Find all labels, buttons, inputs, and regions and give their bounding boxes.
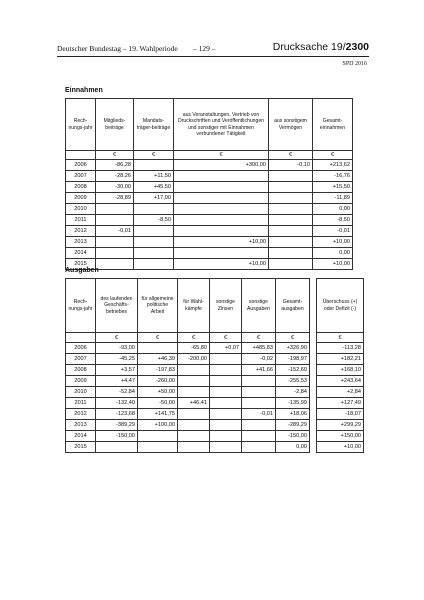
column-gap <box>310 442 317 453</box>
value-cell <box>269 226 313 237</box>
value-cell: -2,84 <box>276 387 310 398</box>
value-cell <box>96 248 134 259</box>
col-header-sonstige-zinsen: sonstige Zinsen <box>210 279 242 333</box>
table-row <box>66 248 353 259</box>
value-cell <box>269 215 313 226</box>
year-cell: 2006 <box>66 160 96 171</box>
year-cell: 2008 <box>66 365 96 376</box>
table-row <box>66 204 353 215</box>
section-title-einnahmen: Einnahmen <box>65 87 103 94</box>
value-cell <box>269 259 313 270</box>
column-gap <box>310 343 317 354</box>
value-cell: -132,40 <box>96 398 138 409</box>
value-cell: -93,00 <box>96 343 138 354</box>
col-header-politische-arbeit: für allgemeine politische Arbeit <box>138 279 178 333</box>
value-cell: +46,30 <box>138 354 178 365</box>
value-cell <box>269 237 313 248</box>
year-cell: 2007 <box>66 171 96 182</box>
year-cell: 2011 <box>66 215 96 226</box>
table-row <box>66 398 364 409</box>
value-cell <box>96 442 138 453</box>
column-gap <box>310 431 317 442</box>
value-cell: +11,50 <box>134 171 174 182</box>
value-cell: +100,00 <box>138 420 178 431</box>
currency-cell: € <box>174 151 269 160</box>
column-gap <box>310 365 317 376</box>
col-header-wahlkaempfe: für Wahl-kämpfe <box>178 279 210 333</box>
table-row <box>66 376 364 387</box>
value-cell <box>174 171 269 182</box>
value-cell: -8,50 <box>313 215 353 226</box>
value-cell <box>178 409 210 420</box>
value-cell: -123,68 <box>96 409 138 420</box>
value-cell: +213,62 <box>313 160 353 171</box>
table-row <box>66 409 364 420</box>
ausgaben-table <box>65 278 364 453</box>
currency-cell: € <box>96 333 138 343</box>
column-gap <box>310 333 317 343</box>
value-cell <box>96 215 134 226</box>
table-row <box>66 387 364 398</box>
value-cell: -152,60 <box>276 365 310 376</box>
value-cell <box>210 420 242 431</box>
value-cell: +0,07 <box>210 343 242 354</box>
year-cell: 2014 <box>66 431 96 442</box>
value-cell: -18,07 <box>317 409 364 420</box>
value-cell <box>242 420 276 431</box>
year-cell: 2008 <box>66 182 96 193</box>
value-cell <box>210 376 242 387</box>
value-cell: +299,29 <box>317 420 364 431</box>
header-document-number <box>273 41 369 53</box>
value-cell: +17,00 <box>134 193 174 204</box>
value-cell <box>138 442 178 453</box>
value-cell <box>210 409 242 420</box>
value-cell: +168,10 <box>317 365 364 376</box>
value-cell: +50,00 <box>138 387 178 398</box>
header-doc-number: 2300 <box>345 41 369 53</box>
currency-cell: € <box>317 333 364 343</box>
header-left: Deutscher Bundestag – 19. Wahlperiode <box>57 44 178 53</box>
value-cell: -200,00 <box>178 354 210 365</box>
currency-cell: € <box>313 151 353 160</box>
value-cell: +243,64 <box>317 376 364 387</box>
year-cell: 2012 <box>66 226 96 237</box>
currency-cell: € <box>178 333 210 343</box>
value-cell <box>96 204 134 215</box>
col-header-gesamtausgaben: Gesamt-ausgaben <box>276 279 310 333</box>
value-cell <box>134 160 174 171</box>
year-cell: 2013 <box>66 420 96 431</box>
value-cell: -389,29 <box>96 420 138 431</box>
value-cell <box>242 431 276 442</box>
value-cell <box>174 215 269 226</box>
value-cell <box>174 248 269 259</box>
value-cell <box>178 365 210 376</box>
table-row <box>66 365 364 376</box>
value-cell <box>178 442 210 453</box>
value-cell <box>174 182 269 193</box>
currency-cell: € <box>96 151 134 160</box>
value-cell: -65,80 <box>178 343 210 354</box>
currency-cell <box>66 333 96 343</box>
value-cell <box>210 354 242 365</box>
value-cell: -197,83 <box>138 365 178 376</box>
table-row <box>66 171 353 182</box>
section-title-ausgaben: Ausgaben <box>65 267 99 274</box>
value-cell: +141,75 <box>138 409 178 420</box>
year-cell: 2009 <box>66 193 96 204</box>
table-row <box>66 226 353 237</box>
table-row <box>66 343 364 354</box>
table-row <box>66 259 353 270</box>
value-cell: -150,00 <box>96 431 138 442</box>
table-row <box>66 420 364 431</box>
value-cell <box>210 431 242 442</box>
value-cell: +10,00 <box>313 259 353 270</box>
column-gap <box>310 420 317 431</box>
table-row <box>66 193 353 204</box>
value-cell <box>174 204 269 215</box>
value-cell: -0,01 <box>242 409 276 420</box>
currency-cell: € <box>210 333 242 343</box>
value-cell <box>242 442 276 453</box>
year-cell: 2014 <box>66 248 96 259</box>
value-cell: -150,00 <box>276 431 310 442</box>
currency-cell: € <box>138 333 178 343</box>
header-doc-prefix: Drucksache 19/ <box>272 41 346 53</box>
value-cell <box>174 193 269 204</box>
value-cell: +127,49 <box>317 398 364 409</box>
value-cell <box>242 398 276 409</box>
value-cell: +2,84 <box>317 387 364 398</box>
value-cell: +182,21 <box>317 354 364 365</box>
value-cell: -50,00 <box>138 398 178 409</box>
value-cell <box>242 387 276 398</box>
value-cell: +4,47 <box>96 376 138 387</box>
year-cell: 2015 <box>66 442 96 453</box>
year-cell: 2011 <box>66 398 96 409</box>
value-cell: -28,26 <box>96 171 134 182</box>
value-cell: +485,83 <box>242 343 276 354</box>
value-cell <box>174 226 269 237</box>
table-row <box>66 442 364 453</box>
col-header-sonstige-ausgaben: sonstige Ausgaben <box>242 279 276 333</box>
table-row <box>66 182 353 193</box>
value-cell <box>134 248 174 259</box>
value-cell <box>269 171 313 182</box>
value-cell <box>134 226 174 237</box>
value-cell <box>178 431 210 442</box>
page-header <box>57 40 369 56</box>
col-header-rechnungsjahr: Rech-nungs-jahr <box>66 99 96 151</box>
value-cell: 0,00 <box>313 204 353 215</box>
value-cell <box>210 365 242 376</box>
col-header-laufender-geschaeftsbetrieb: des laufenden Geschäfts-betriebes <box>96 279 138 333</box>
value-cell: +326,90 <box>276 343 310 354</box>
value-cell <box>178 387 210 398</box>
table-row <box>66 431 364 442</box>
value-cell <box>242 376 276 387</box>
value-cell: +46,41 <box>178 398 210 409</box>
currency-cell: € <box>242 333 276 343</box>
currency-cell: € <box>269 151 313 160</box>
column-gap <box>310 279 317 333</box>
value-cell: -113,28 <box>317 343 364 354</box>
year-cell: 2015 <box>66 259 96 270</box>
year-cell: 2006 <box>66 343 96 354</box>
year-cell: 2007 <box>66 354 96 365</box>
value-cell <box>210 387 242 398</box>
value-cell: -198,97 <box>276 354 310 365</box>
value-cell: -11,89 <box>313 193 353 204</box>
value-cell: +300,00 <box>174 160 269 171</box>
header-page-number: – 129 – <box>193 44 216 53</box>
value-cell <box>210 398 242 409</box>
value-cell: +10,00 <box>174 237 269 248</box>
value-cell: +15,50 <box>313 182 353 193</box>
value-cell: +10,00 <box>313 237 353 248</box>
col-header-gesamteinnahmen: Gesamt-einnahmen <box>313 99 353 151</box>
value-cell <box>134 204 174 215</box>
value-cell <box>134 237 174 248</box>
year-cell: 2013 <box>66 237 96 248</box>
value-cell: -16,76 <box>313 171 353 182</box>
value-cell <box>269 204 313 215</box>
value-cell: -0,01 <box>313 226 353 237</box>
value-cell <box>96 237 134 248</box>
einnahmen-table <box>65 98 353 270</box>
value-cell: -8,50 <box>134 215 174 226</box>
table-row <box>66 237 353 248</box>
column-gap <box>310 409 317 420</box>
value-cell: +10,00 <box>317 442 364 453</box>
column-gap <box>310 398 317 409</box>
year-cell: 2009 <box>66 376 96 387</box>
value-cell: -289,29 <box>276 420 310 431</box>
col-header-ueberschuss: Überschuss (+) oder Defizit (-) <box>317 279 364 333</box>
value-cell: -0,01 <box>96 226 134 237</box>
column-gap <box>310 387 317 398</box>
value-cell: -52,84 <box>96 387 138 398</box>
value-cell: 0,00 <box>313 248 353 259</box>
value-cell: +45,50 <box>134 182 174 193</box>
value-cell: -30,00 <box>96 182 134 193</box>
value-cell: -0,10 <box>269 160 313 171</box>
value-cell <box>269 182 313 193</box>
year-cell: 2010 <box>66 204 96 215</box>
value-cell <box>138 431 178 442</box>
column-gap <box>310 376 317 387</box>
col-header-mitgliedsbeitraege: Mitglieds-beiträge <box>96 99 134 151</box>
value-cell: -260,00 <box>138 376 178 387</box>
value-cell: +150,00 <box>317 431 364 442</box>
value-cell: -135,99 <box>276 398 310 409</box>
currency-cell: € <box>134 151 174 160</box>
value-cell: -28,89 <box>96 193 134 204</box>
value-cell <box>178 376 210 387</box>
value-cell: -255,53 <box>276 376 310 387</box>
value-cell <box>178 420 210 431</box>
value-cell <box>134 259 174 270</box>
currency-cell <box>66 151 96 160</box>
value-cell: -45,25 <box>96 354 138 365</box>
value-cell: +18,06 <box>276 409 310 420</box>
value-cell: 0,00 <box>276 442 310 453</box>
value-cell: +41,66 <box>242 365 276 376</box>
value-cell <box>269 193 313 204</box>
table-row <box>66 354 364 365</box>
currency-cell: € <box>276 333 310 343</box>
value-cell: -86,28 <box>96 160 134 171</box>
table-row <box>66 160 353 171</box>
value-cell <box>269 248 313 259</box>
table-row <box>66 215 353 226</box>
value-cell: +10,00 <box>174 259 269 270</box>
value-cell: -0,02 <box>242 354 276 365</box>
value-cell <box>138 343 178 354</box>
document-code: SPD 2016 <box>342 61 367 67</box>
header-rule <box>57 56 369 57</box>
col-header-rechnungsjahr: Rech-nungs-jahr <box>66 279 96 333</box>
column-gap <box>310 354 317 365</box>
value-cell: +3,57 <box>96 365 138 376</box>
value-cell <box>210 442 242 453</box>
col-header-veranstaltungen: aus Veranstaltungen, Vertrieb von Druckschriften und Veröffentlichungen und sonstiger mit Einnahmen verbundener Tätigkeit <box>174 99 269 151</box>
col-header-mandatstraegerbeitraege: Mandats-träger-beiträge <box>134 99 174 151</box>
value-cell <box>96 259 134 270</box>
year-cell: 2010 <box>66 387 96 398</box>
col-header-sonstiges-vermoegen: aus sonstigem Vermögen <box>269 99 313 151</box>
year-cell: 2012 <box>66 409 96 420</box>
